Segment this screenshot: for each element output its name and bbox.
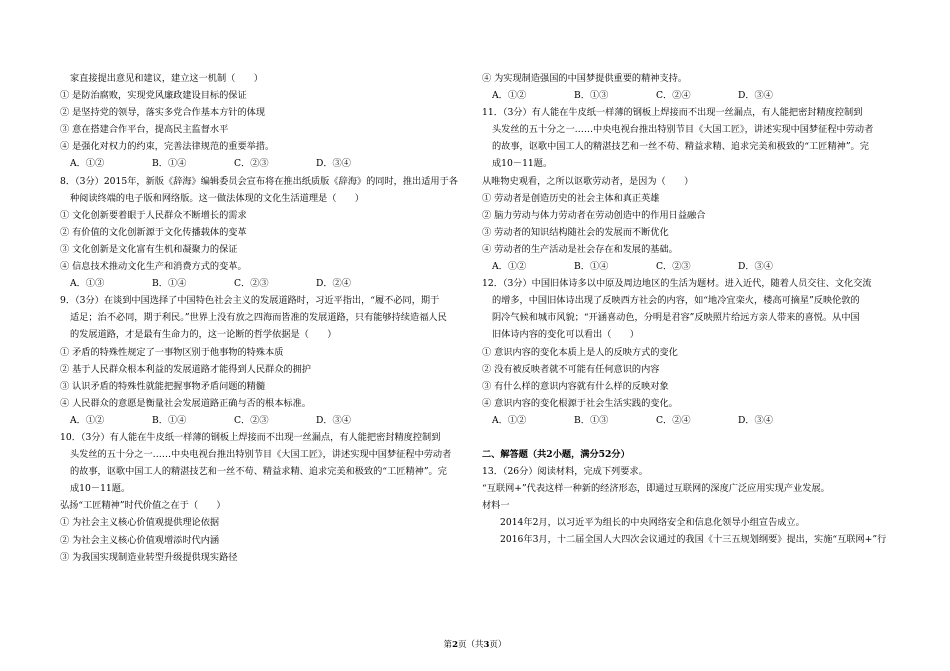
- text-line: 家直接提出意见和建议，建立这一机制（ ）: [70, 73, 263, 84]
- answer-option: B．①④: [152, 158, 187, 170]
- text-line: 11．（3分）有人能在牛皮纸一样薄的钢板上焊接而不出现一丝漏点，有人能把密封精度控制到: [482, 107, 863, 119]
- text-line: 2014年2月，以习近平为组长的中央网络安全和信息化领导小组宣告成立。: [500, 517, 805, 529]
- text-line: 的发展道路，才是最有生命力的，这一论断的哲学依据是（ ）: [70, 329, 337, 341]
- section-heading: 二、解答题（共2小题，满分52分）: [482, 448, 630, 460]
- text-line: ① 是防治腐败，实现党风廉政建设目标的保证: [60, 90, 247, 102]
- answer-option: D．③④: [316, 158, 351, 170]
- text-line: 适足；治不必同，期于利民。”世界上没有放之四海而皆准的发展道路，只有能够持续造福人民: [70, 312, 447, 324]
- answer-option: B．①③: [574, 414, 609, 426]
- text-line: ② 脑力劳动与体力劳动者在劳动创造中的作用日益融合: [482, 209, 706, 221]
- text-line: 的故事，讴歌中国工人的精湛技艺和一丝不苟、精益求精、追求完美和极致的“工匠精神”。完: [492, 141, 869, 153]
- text-line: 12．（3分）中国旧体诗多以中原及周边地区的生活为题材。进入近代，随着人员交往、文化交流: [482, 278, 872, 290]
- text-line: ① 意识内容的变化本质上是人的反映方式的变化: [482, 346, 678, 358]
- spacer: [482, 429, 892, 446]
- text-line: 阴冷气候和城市风貌；“开涵喜动色，分明是君容”反映照片给远方亲人带来的喜悦。从中国: [492, 312, 860, 324]
- text-line: ③ 有什么样的意识内容就有什么样的反映对象: [482, 380, 669, 392]
- text-line: ④ 是强化对权力的约束，完善法律规范的重要举措。: [60, 141, 275, 153]
- page-footer: [0, 638, 950, 650]
- answer-option: C．②④: [656, 90, 691, 102]
- text-line: 2016年3月，十二届全国人大四次会议通过的我国《十三五规划纲要》提出，实施“互联网+”行: [500, 534, 887, 546]
- text-line: 10．（3分）有人能在牛皮纸一样薄的钢板上焊接而不出现一丝漏点，有人能把密封精度控制到: [60, 431, 441, 443]
- text-line: ④ 为实现制造强国的中国梦提供重要的精神支持。: [482, 73, 688, 84]
- text-line: ① 文化创新要着眼于人民群众不断增长的需求: [60, 209, 247, 221]
- answer-option: A．①③: [70, 278, 105, 290]
- left-column: [60, 70, 470, 566]
- text-line: 种阅读终端的电子版和网络版。这一做法体现的文化生活道理是（ ）: [70, 192, 364, 204]
- answer-options: [482, 412, 892, 429]
- footer-middle: 页（共: [457, 640, 484, 650]
- answer-options: [60, 275, 470, 292]
- footer-total-pages: 3: [483, 640, 490, 650]
- text-line: ② 是坚持党的领导，落实多党合作基本方针的体现: [60, 107, 266, 119]
- text-line: 材料一: [482, 500, 510, 512]
- text-line: 头发丝的五十分之一……中央电视台推出特别节目《大国工匠》，讲述实现中国梦征程中劳动者: [492, 124, 874, 136]
- text-line: 8．（3分）2015年，新版《辞海》编辑委员会宣布将在推出纸质版《辞海》的同时，推出适用于各: [60, 175, 458, 187]
- text-line: 13．（26分）阅读材料，完成下列要求。: [482, 466, 648, 478]
- answer-options: [482, 87, 892, 104]
- answer-option: C．②③: [656, 261, 691, 273]
- text-line: ② 没有被反映者就不可能有任何意识的内容: [482, 363, 660, 375]
- text-line: ② 有价值的文化创新源于文化传播载体的变革: [60, 226, 247, 238]
- text-line: “互联网+”代表这样一种新的经济形态，即通过互联网的深度广泛应用实现产业发展。: [482, 483, 830, 495]
- text-line: ③ 为我国实现制造业转型升级提供现实路径: [60, 551, 238, 563]
- text-line: ④ 信息技术推动文化生产和消费方式的变革。: [60, 261, 247, 273]
- answer-option: D．③④: [738, 261, 773, 273]
- text-line: 的增多，中国旧体诗出现了反映西方社会的内容，如“地冷宜栾火，楼高可摘星”反映伦敦的: [492, 295, 860, 307]
- answer-option: B．①④: [574, 261, 609, 273]
- text-line: ③ 劳动者的知识结构随社会的发展而不断优化: [482, 226, 669, 238]
- answer-option: C．②③: [234, 278, 269, 290]
- text-line: ② 基于人民群众根本利益的发展道路才能得到人民群众的拥护: [60, 363, 311, 375]
- answer-options: [60, 155, 470, 172]
- answer-option: A．①②: [492, 261, 527, 273]
- text-line: ④ 意识内容的变化根源于社会生活实践的变化。: [482, 397, 678, 409]
- text-line: ① 劳动者是创造历史的社会主体和真正英雄: [482, 192, 660, 204]
- text-line: 头发丝的五十分之一……中央电视台推出特别节目《大国工匠》，讲述实现中国梦征程中劳动者: [70, 449, 452, 461]
- text-line: ③ 认识矛盾的特殊性就能把握事物矛盾问题的精髓: [60, 380, 266, 392]
- text-line: 成10－11题。: [492, 158, 553, 170]
- answer-option: A．①②: [70, 158, 105, 170]
- text-line: ① 矛盾的特殊性规定了一事物区别于他事物的特殊本质: [60, 346, 284, 358]
- text-line: 旧体诗内容的变化可以看出（ ）: [492, 329, 639, 341]
- answer-option: D．③④: [316, 414, 351, 426]
- text-line: 成10－11题。: [70, 483, 131, 495]
- footer-page-number: 2: [452, 640, 458, 650]
- right-column: [482, 70, 892, 549]
- answer-option: C．②③: [234, 414, 269, 426]
- answer-option: A．①②: [492, 414, 527, 426]
- text-line: ③ 意在搭建合作平台，提高民主监督水平: [60, 124, 229, 136]
- answer-option: C．②③: [234, 158, 269, 170]
- text-line: ① 为社会主义核心价值观提供理论依据: [60, 517, 220, 529]
- answer-option: D．②④: [316, 278, 351, 290]
- answer-option: B．①④: [152, 414, 187, 426]
- text-line: 弘扬“工匠精神”时代价值之在于（ ）: [60, 500, 226, 512]
- footer-suffix: 页）: [489, 640, 507, 650]
- text-line: 从唯物史观看，之所以讴歌劳动者，是因为（ ）: [482, 175, 694, 187]
- answer-option: B．①④: [152, 278, 187, 290]
- answer-option: D．③④: [738, 90, 773, 102]
- footer-prefix: 第: [443, 640, 453, 650]
- text-line: ④ 人民群众的意愿是衡量社会发展道路正确与否的根本标准。: [60, 397, 311, 409]
- text-line: ④ 劳动者的生产活动是社会存在和发展的基础。: [482, 243, 678, 255]
- answer-options: [482, 258, 892, 275]
- answer-options: [60, 412, 470, 429]
- text-line: ② 为社会主义核心价值观增添时代内涵: [60, 534, 220, 546]
- answer-option: A．①②: [492, 90, 527, 102]
- text-line: ③ 文化创新是文化富有生机和凝聚力的保证: [60, 243, 238, 255]
- answer-option: A．①②: [70, 414, 105, 426]
- answer-option: D．③④: [738, 414, 773, 426]
- text-line: 9．（3分）在谈到中国选择了中国特色社会主义的发展道路时，习近平指出，“履不必同，期于: [60, 295, 440, 307]
- answer-option: B．①③: [574, 90, 609, 102]
- text-line: 的故事，讴歌中国工人的精湛技艺和一丝不苟、精益求精、追求完美和极致的“工匠精神”。完: [70, 466, 447, 478]
- answer-option: C．②④: [656, 414, 691, 426]
